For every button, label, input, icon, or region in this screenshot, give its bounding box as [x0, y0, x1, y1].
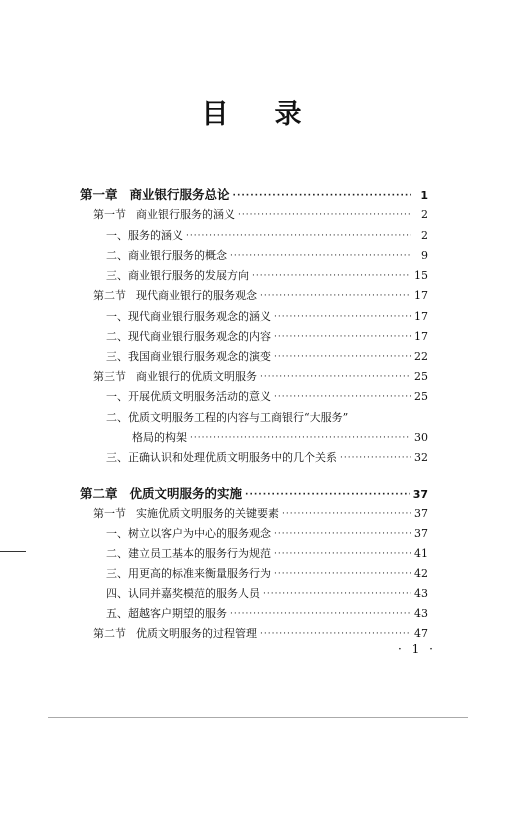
toc-entry-label: 第一节 [93, 507, 126, 520]
dot-leader [233, 192, 411, 201]
toc-entry-page: 37 [414, 507, 428, 520]
page-title-left: 目 [201, 99, 231, 130]
dot-leader [340, 454, 411, 463]
toc-entry-label: 一、 [106, 310, 128, 323]
toc-item-entry [106, 311, 428, 323]
dot-leader [274, 313, 411, 322]
toc-item-entry [106, 568, 428, 580]
toc-entry-title: 现代商业银行的服务观念 [136, 289, 257, 302]
dot-leader [230, 610, 411, 619]
toc-entry-page: 42 [414, 567, 428, 580]
toc-entry-label: 第二节 [93, 627, 126, 640]
toc-entry-continued [132, 432, 428, 444]
toc-entry-title: 开展优质文明服务活动的意义 [128, 390, 271, 403]
toc-entry-title: 商业银行的优质文明服务 [136, 370, 257, 383]
toc-item-entry [106, 331, 428, 343]
toc-entry-page: 1 [420, 189, 428, 202]
dot-leader [260, 292, 411, 301]
toc-item-entry [106, 608, 428, 620]
toc-entry-title: 我国商业银行服务观念的演变 [128, 350, 271, 363]
dot-leader [274, 550, 411, 559]
toc-entry-label: 二、 [106, 249, 128, 262]
toc-item-entry [106, 230, 428, 242]
toc-entry-page: 2 [421, 229, 428, 242]
dot-leader [238, 211, 411, 220]
dot-leader [186, 232, 411, 241]
dot-leader [263, 590, 411, 599]
toc-entry-label: 三、 [106, 567, 128, 580]
toc-section-entry [93, 290, 428, 302]
toc-entry-title: 商业银行服务的概念 [128, 249, 227, 262]
toc-entry-label: 五、 [106, 607, 128, 620]
toc-item-entry [106, 351, 428, 363]
toc-entry-title: 服务的涵义 [128, 229, 183, 242]
page-title [0, 92, 505, 131]
toc-item-entry [106, 391, 428, 403]
toc-entry-page: 17 [414, 330, 428, 343]
toc-entry-title: 实施优质文明服务的关键要素 [136, 507, 279, 520]
toc-entry-page: 37 [412, 488, 428, 501]
toc-entry-label: 三、 [106, 451, 128, 464]
dot-leader [260, 630, 411, 639]
toc-item-entry [106, 412, 428, 423]
toc-entry-label: 二、 [106, 547, 128, 560]
toc-entry-title: 商业银行服务总论 [129, 187, 230, 202]
toc-entry-page: 43 [414, 607, 428, 620]
toc-entry-page: 25 [414, 390, 428, 403]
toc-entry-page: 9 [421, 249, 428, 262]
toc-entry-title: 超越客户期望的服务 [128, 607, 227, 620]
toc-entry-label: 第三节 [93, 370, 126, 383]
toc-entry-page: 17 [414, 310, 428, 323]
toc-entry-title: 优质文明服务的过程管理 [136, 627, 257, 640]
toc-entry-page: 32 [414, 451, 428, 464]
toc-entry-title: 现代商业银行服务观念的涵义 [128, 310, 271, 323]
toc-section-entry [93, 628, 428, 640]
toc-entry-page: 17 [414, 289, 428, 302]
toc-entry-label: 四、 [106, 587, 128, 600]
toc-entry-page: 37 [414, 527, 428, 540]
toc-entry-page: 2 [421, 208, 428, 221]
toc-entry-title: 树立以客户为中心的服务观念 [128, 527, 271, 540]
toc-entry-page: 30 [414, 431, 428, 444]
toc-entry-title: 正确认识和处理优质文明服务中的几个关系 [128, 451, 337, 464]
toc-entry-label: 一、 [106, 527, 128, 540]
toc-entry-label: 二、 [106, 411, 128, 424]
dot-leader [274, 530, 411, 539]
toc-entry-title: 格局的构架 [132, 431, 187, 444]
toc-entry-page: 41 [414, 547, 428, 560]
dot-leader [274, 333, 411, 342]
toc-entry-title: 建立员工基本的服务行为规范 [128, 547, 271, 560]
toc-chapter-entry [80, 488, 428, 501]
toc-entry-title: 商业银行服务的发展方向 [128, 269, 249, 282]
toc-entry-label: 第二章 [80, 486, 118, 501]
dot-leader [252, 272, 411, 281]
toc-entry-label: 二、 [106, 330, 128, 343]
dot-leader [274, 393, 411, 402]
toc-entry-page: 43 [414, 587, 428, 600]
toc-entry-label: 第一节 [93, 208, 126, 221]
toc-section-entry [93, 508, 428, 520]
margin-mark [0, 551, 26, 552]
dot-leader [190, 434, 411, 443]
toc-chapter-entry [80, 189, 428, 202]
toc-entry-label: 三、 [106, 350, 128, 363]
toc-item-entry [106, 548, 428, 560]
dot-leader [230, 252, 411, 261]
toc-item-entry [106, 250, 428, 262]
page-number: · 1 · [398, 642, 436, 656]
toc-entry-title: 现代商业银行服务观念的内容 [128, 330, 271, 343]
toc-entry-label: 第二节 [93, 289, 126, 302]
toc-entry-page: 25 [414, 370, 428, 383]
toc-entry-title: 商业银行服务的涵义 [136, 208, 235, 221]
toc-entry-label: 一、 [106, 390, 128, 403]
dot-leader [260, 373, 411, 382]
page-title-right: 录 [274, 99, 304, 130]
toc-entry-page: 22 [414, 350, 428, 363]
toc-item-entry [106, 452, 428, 464]
toc-section-entry [93, 209, 428, 221]
toc-entry-label: 三、 [106, 269, 128, 282]
toc-entry-title: 用更高的标准来衡量服务行为 [128, 567, 271, 580]
toc-entry-page: 15 [414, 269, 428, 282]
toc-entry-title: 优质文明服务的实施 [129, 486, 243, 501]
toc-entry-title: 认同并嘉奖模范的服务人员 [128, 587, 260, 600]
dot-leader [274, 570, 411, 579]
toc-entry-page: 47 [414, 627, 428, 640]
bottom-rule [48, 717, 468, 718]
dot-leader [282, 510, 411, 519]
toc-entry-label: 一、 [106, 229, 128, 242]
toc-entry-title: 优质文明服务工程的内容与工商银行“大服务” [128, 411, 349, 424]
toc-item-entry [106, 588, 428, 600]
toc-item-entry [106, 528, 428, 540]
toc-entry-label: 第一章 [80, 187, 118, 202]
toc-section-entry [93, 371, 428, 383]
toc-item-entry [106, 270, 428, 282]
dot-leader [274, 353, 411, 362]
dot-leader [245, 491, 410, 500]
